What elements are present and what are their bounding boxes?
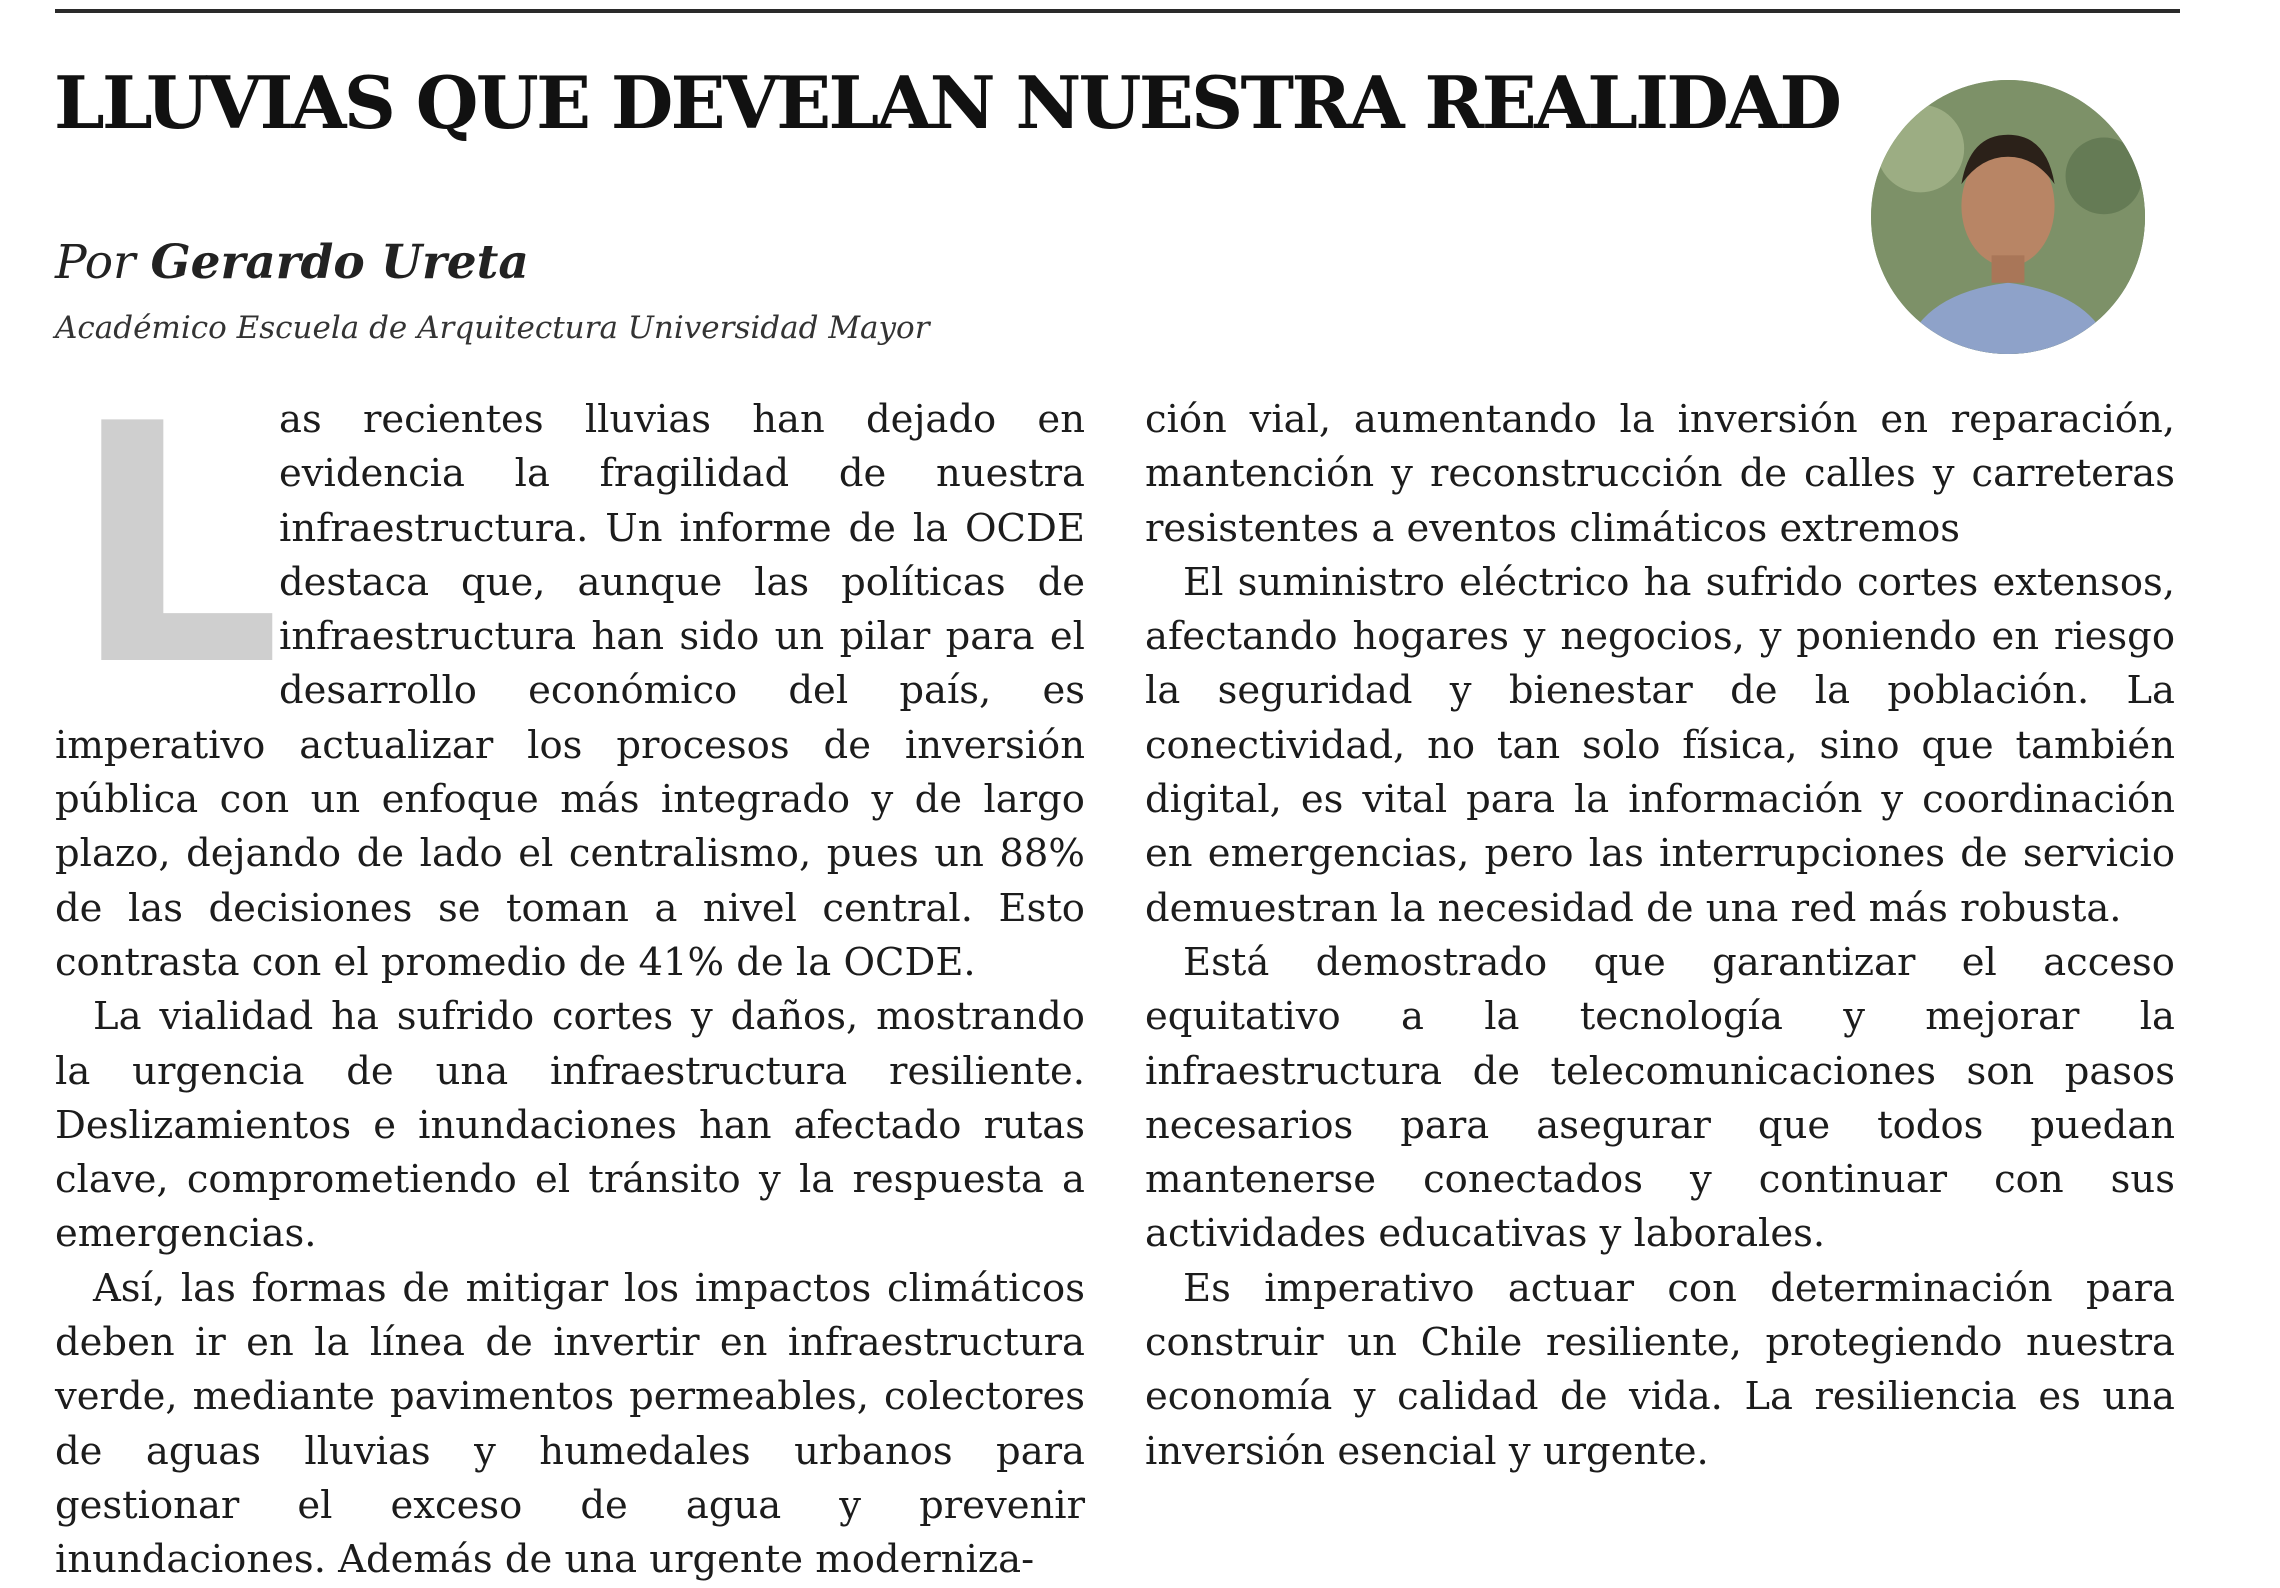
paragraph-2: La vialidad ha sufrido cortes y daños, mostrando la urgencia de una infraestructura resiliente. Deslizamientos e inundaciones han afectado rutas clave, comprometiendo el tránsito y la respuesta a emergencias. <box>55 994 1085 1257</box>
top-rule <box>55 9 2180 13</box>
paragraph-4: El suministro eléctrico ha sufrido cortes extensos, afectando hogares y negocios, y poniendo en riesgo la seguridad y bienestar de la población. La conectividad, no tan solo física, sino que también digital, es vital para la información y coordinación en emergencias, pero las interrupciones de servicio demuestran la necesidad de una red más robusta. <box>1145 559 2175 931</box>
paragraph-6: Es imperativo actuar con determinación para construir un Chile resiliente, protegiendo nuestra economía y calidad de vida. La resiliencia es una inversión esencial y urgente. <box>1145 1265 2175 1474</box>
author-photo <box>1871 80 2145 354</box>
drop-cap: L <box>71 354 282 738</box>
paragraph-3: Así, las formas de mitigar los impactos climáticos deben ir en la línea de invertir en infraestructura verde, mediante pavimentos permeables, colectores de aguas lluvias y humedales urbanos para gestionar el exceso de agua y prevenir inundaciones. Además de una urgente moderniza- <box>55 1265 1085 1583</box>
paragraph-3-continued: ción vial, aumentando la inversión en reparación, mantención y reconstrucción de calles y carreteras resistentes a eventos climáticos extremos <box>1145 397 2175 551</box>
author-portrait-icon <box>1871 80 2145 354</box>
headline: LLUVIAS QUE DEVELAN NUESTRA REALIDAD <box>54 60 1840 145</box>
byline <box>55 232 529 294</box>
author-affiliation: Académico Escuela de Arquitectura Universidad Mayor <box>55 310 930 346</box>
article-column-right <box>1145 393 2175 1479</box>
paragraph-1: L as recientes lluvias han dejado en evidencia la fragilidad de nuestra infraestructura. Un informe de la OCDE destaca que, aunque las políticas de infraestructura han sido un pilar para el desarrollo económico del país, es imperativo actualizar los procesos de inversión pública con un enfoque más integrado y de largo plazo, dejando de lado el centralismo, pues un 88% de las decisiones se toman a nivel central. Esto contrasta con el promedio de 41% de la OCDE. <box>55 354 1085 985</box>
author-name: Gerardo Ureta <box>150 235 529 290</box>
byline-prefix: Por <box>55 235 151 290</box>
paragraph-5: Está demostrado que garantizar el acceso equitativo a la tecnología y mejorar la infraestructura de telecomunicaciones son pasos necesarios para asegurar que todos puedan mantenerse conectados y continuar con sus actividades educativas y laborales. <box>1145 939 2175 1257</box>
article-column-left <box>55 354 1085 1588</box>
